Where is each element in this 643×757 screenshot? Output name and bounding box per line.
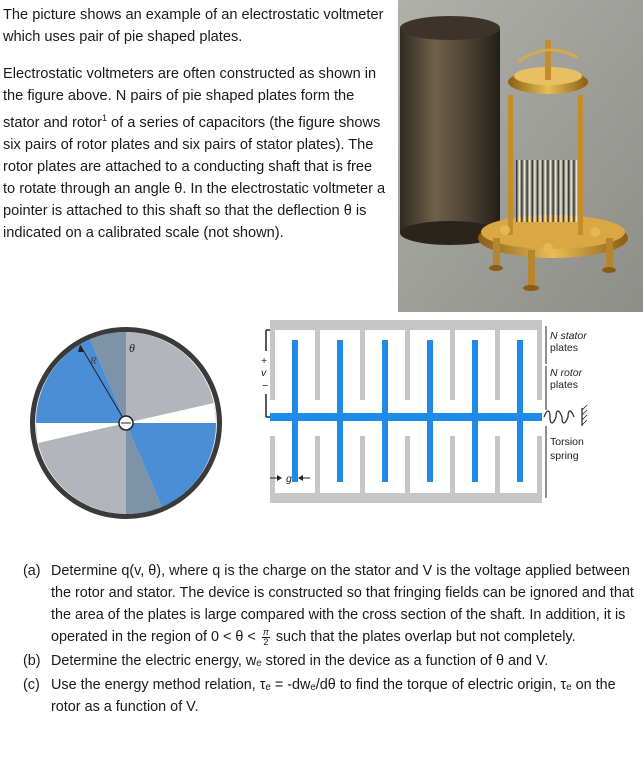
stator-plate-lower <box>360 436 365 493</box>
rotor-plate <box>337 340 343 482</box>
voltage-label: v <box>261 367 267 379</box>
intro-text <box>3 4 388 259</box>
stator-plate-lower <box>495 436 500 493</box>
minus-sign: − <box>262 380 269 392</box>
rotor-plate <box>292 340 298 482</box>
intro-p2-part-a: Electrostatic voltmeters are often constructed as shown in the figure above. N pairs of pie shaped plates form the stator and rotor <box>3 66 377 131</box>
rotor-plate <box>517 340 523 482</box>
n-stator-label: N stator <box>550 330 587 342</box>
stator-plate-lower <box>537 436 542 493</box>
pi-over-2-fraction <box>262 628 270 647</box>
torsion-spring <box>544 411 574 423</box>
stator-plate-lower <box>405 436 410 493</box>
stator-plate-upper <box>360 330 365 400</box>
intro-p2-part-b: of a series of capacitors (the figure shows six pairs of rotor plates and six pairs of stator plates). The rotor plates are attached to a conducting shaft that is free to rotate through an angle θ. In the electrostatic voltmeter a pointer is attached to this shaft so that the deflection θ is indicated on a calibrated scale (not shown). <box>3 114 386 241</box>
intro-paragraph-2 <box>3 63 388 244</box>
rotor-plate <box>427 340 433 482</box>
plus-sign: + <box>261 355 268 367</box>
question-c-label: (c) <box>23 677 40 693</box>
stator-plate-upper <box>405 330 410 400</box>
rotor-shaft <box>270 413 542 421</box>
spring-label: spring <box>550 450 579 462</box>
n-rotor-label: N rotor <box>550 367 583 379</box>
question-b <box>23 650 635 672</box>
voltmeter-photo <box>398 0 643 312</box>
plates-schematic <box>228 318 638 508</box>
stator-plate-lower <box>450 436 455 493</box>
intro-paragraph-1: The picture shows an example of an electrostatic voltmeter which uses pair of pie shaped plates. <box>3 7 384 45</box>
footnote-mark: 1 <box>101 113 107 123</box>
stator-plate-lower <box>270 436 275 493</box>
rotor-plate <box>382 340 388 482</box>
question-a <box>23 560 635 648</box>
stator-plate-upper <box>315 330 320 400</box>
label-R: R <box>90 355 97 367</box>
stator-top-bar <box>270 320 542 330</box>
stator-plate-upper <box>495 330 500 400</box>
rotor-plates-label: plates <box>550 379 579 391</box>
stator-plate-upper <box>450 330 455 400</box>
stator-plates-label: plates <box>550 342 579 354</box>
question-c-text: Use the energy method relation, τₑ = -dwₑ/dθ to find the torque of electric origin, τₑ on the rotor as a function of V. <box>51 677 616 715</box>
rotor-stator-dial <box>28 325 224 521</box>
fraction-denominator: 2 <box>263 636 269 647</box>
stator-bottom-bar <box>270 493 542 503</box>
gap-label: g <box>286 473 292 485</box>
stator-plate-lower <box>315 436 320 493</box>
fraction-numerator: π <box>262 626 269 637</box>
question-a-label: (a) <box>23 563 41 579</box>
questions <box>23 560 635 720</box>
question-b-text: Determine the electric energy, wₑ stored in the device as a function of θ and V. <box>51 653 549 669</box>
stator-plate-upper <box>270 330 275 400</box>
label-theta: θ <box>129 341 135 355</box>
question-c <box>23 674 635 718</box>
torsion-label: Torsion <box>550 436 584 448</box>
question-a-text-2: such that the plates overlap but not completely. <box>271 629 576 645</box>
question-a-text-1: Determine q(v, θ), where q is the charge on the stator and V is the voltage applied between the rotor and stator. The device is constructed so that fringing fields can be ignored and that the area of the plates is large compared with the cross section of the shaft. In addition, it is operated in the region of 0 < θ < <box>51 563 634 645</box>
question-b-label: (b) <box>23 653 41 669</box>
rotor-plate <box>472 340 478 482</box>
stator-plate-upper <box>537 330 542 400</box>
